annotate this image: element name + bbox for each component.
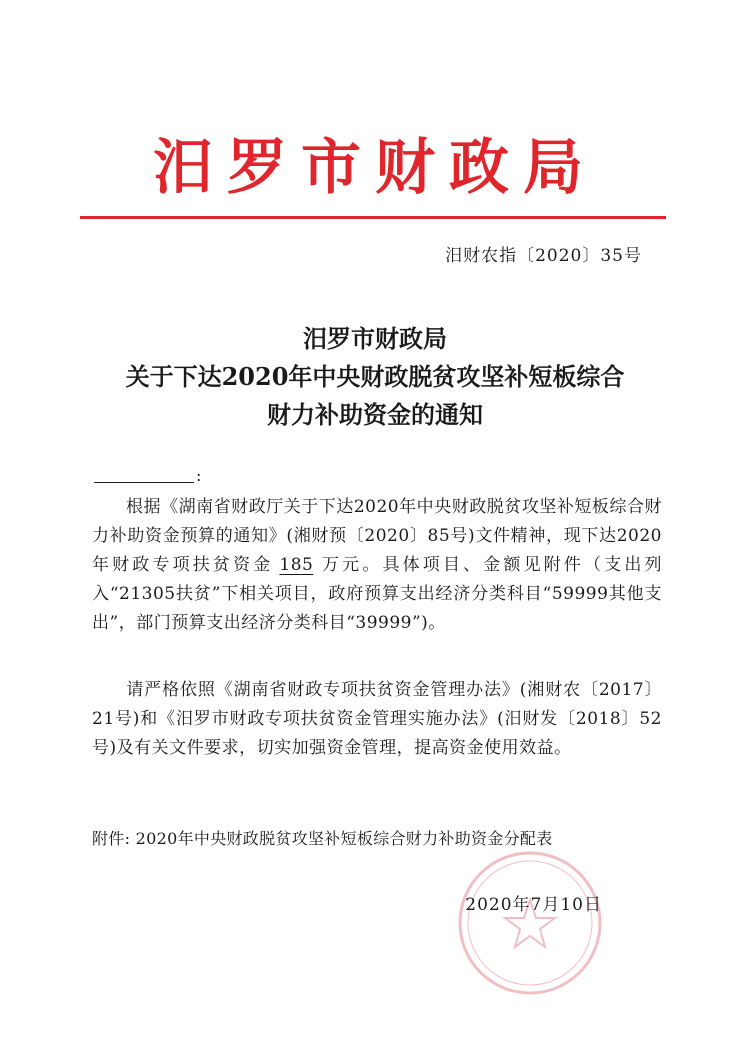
body-paragraph-2-text: 请严格依照《湖南省财政专项扶贫资金管理办法》(湘财农〔2017〕21号)和《汨罗市财政专项扶贫资金管理实施办法》(汨财发〔2018〕52号)及有关文件要求，切实加强资金管理，提高资金使用效益。 <box>92 680 662 758</box>
notice-title <box>0 320 750 434</box>
body-paragraph-2 <box>92 676 662 763</box>
letterhead-red-rule <box>80 216 666 219</box>
notice-title-line-1: 汨罗市财政局 <box>303 324 447 353</box>
recipient-colon: : <box>196 466 202 485</box>
funding-amount: 185 <box>279 555 314 575</box>
notice-title-line-3: 财力补助资金的通知 <box>267 400 483 429</box>
body-paragraph-1-end: 万元。具体项目、金额见附件（支出列入“21305扶贫”下相关项目，政府预算支出经济分类科目“59999其他支出”，部门预算支出经济分类科目“39999”)。 <box>92 555 663 633</box>
official-seal-stamp <box>455 848 605 998</box>
issue-date: 2020年7月10日 <box>465 895 602 915</box>
letterhead-title: 汨罗市财政局 <box>153 133 597 203</box>
body-paragraph-1 <box>92 493 662 638</box>
seal-outer-ring <box>460 853 600 993</box>
body-paragraph-1-start: 根据《湖南省财政厅关于下达2020年中央财政脱贫攻坚补短板综合财力补助资金预算的通知》(湘财预〔2020〕85号)文件精神，现下达2020年财政专项扶贫资金 <box>92 497 662 575</box>
notice-title-line-2: 关于下达2020年中央财政脱贫攻坚补短板综合 <box>125 362 625 391</box>
document-number: 汨财农指〔2020〕35号 <box>445 246 642 266</box>
recipient-blank-line <box>94 482 194 483</box>
attachment-line: 附件: 2020年中央财政脱贫攻坚补短板综合财力补助资金分配表 <box>92 829 553 848</box>
seal-inner-ring <box>468 861 592 985</box>
